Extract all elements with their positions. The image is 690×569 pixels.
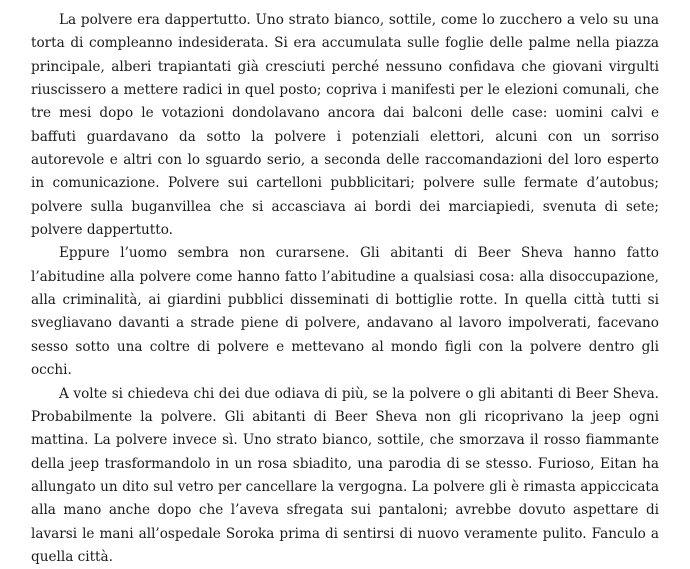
document-page bbox=[31, 9, 659, 569]
paragraph-1: La polvere era dappertutto. Uno strato bianco, sottile, come lo zucchero a velo su una torta di compleanno indesiderata. Si era accumulata sulle foglie delle palme nella piazza principale, alberi trapiantati già cresciuti perché nessuno confidava che giovani virgulti riuscissero a mettere radici in quel posto; copriva i manifesti per le elezioni comunali, che tre mesi dopo le votazioni dondolavano ancora dai balconi delle case: uomini calvi e baffuti guardavano da sotto la polvere i potenziali elettori, alcuni con un sorriso autorevole e altri con lo sguardo serio, a seconda delle raccomandazioni del loro esperto in comunicazione. Polvere sui cartelloni pubblicitari; polvere sulle fermate d’autobus; polvere sulla buganvillea che si accasciava ai bordi dei marciapiedi, svenuta di sete; polvere dappertutto. bbox=[31, 9, 659, 242]
paragraph-2: Eppure l’uomo sembra non curarsene. Gli abitanti di Beer Sheva hanno fatto l’abitudine alla polvere come hanno fatto l’abitudine a qualsiasi cosa: alla disoccupazione, alla criminalità, ai giardini pubblici disseminati di bottiglie rotte. In quella città tutti si svegliavano davanti a strade piene di polvere, andavano al lavoro impolverati, facevano sesso sotto una coltre di polvere e mettevano al mondo figli con la polvere dentro gli occhi. bbox=[31, 242, 659, 382]
paragraph-3: A volte si chiedeva chi dei due odiava di più, se la polvere o gli abitanti di Beer Sheva. Probabilmente la polvere. Gli abitanti di Beer Sheva non gli ricoprivano la jeep ogni mattina. La polvere invece sì. Uno strato bianco, sottile, che smorzava il rosso fiammante della jeep trasformandolo in un rosa sbiadito, una parodia di se stesso. Furioso, Eitan ha allungato un dito sul vetro per cancellare la vergogna. La polvere gli è rimasta appiccicata alla mano anche dopo che l’aveva sfregata sui pantaloni; avrebbe dovuto aspettare di lavarsi le mani all’ospedale Soroka prima di sentirsi di nuovo veramente pulito. Fanculo a quella città. bbox=[31, 383, 659, 569]
